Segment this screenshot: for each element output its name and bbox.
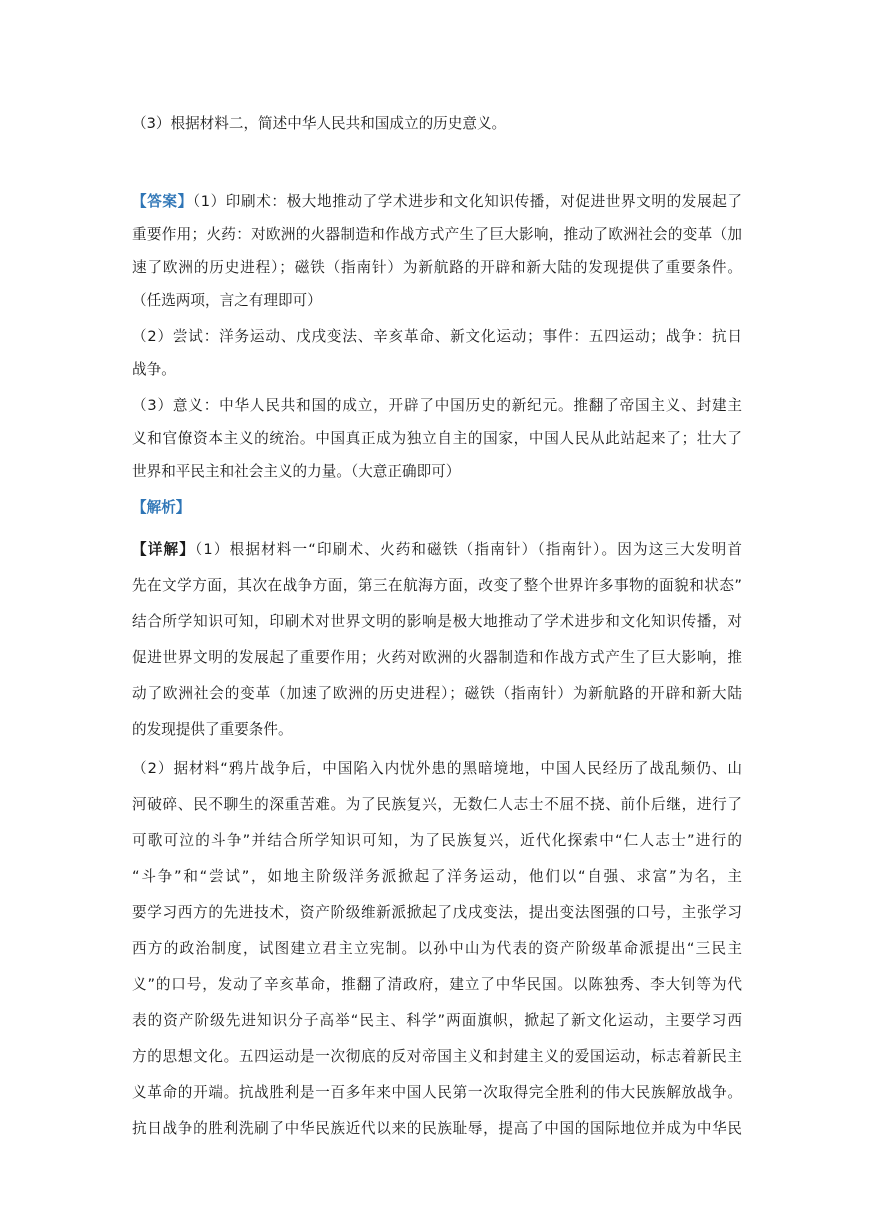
detail-line-10: “斗争”和“尝试”，如地主阶级洋务派掀起了洋务运动，他们以“自强、求富”为名，主 (132, 868, 742, 885)
detail-line-2: 先在文学方面，其次在战争方面，第三在航海方面，改变了整个世界许多事物的面貌和状态” (132, 577, 742, 594)
detail-line-7: （2）据材料“鸦片战争后，中国陷入内忧外患的黑暗境地，中国人民经历了战乱频仍、山 (132, 760, 742, 777)
answer-line-8: 义和官僚资本主义的统治。中国真正成为独立自主的国家，中国人民从此站起来了；壮大了 (132, 430, 742, 447)
answer-line-2: 重要作用；火药：对欧洲的火器制造和作战方式产生了巨大影响，推动了欧洲社会的变革（加 (132, 226, 742, 243)
detail-line-1: 【详解】（1）根据材料一“印刷术、火药和磁铁（指南针）（指南针）。因为这三大发明首 (132, 541, 742, 558)
detail-line-5: 动了欧洲社会的变革（加速了欧洲的历史进程）；磁铁（指南针）为新航路的开辟和新大陆 (132, 685, 742, 702)
answer-tag: 【答案】 (132, 193, 193, 210)
detail-line-14: 表的资产阶级先进知识分子高举“民主、科学”两面旗帜，掀起了新文化运动，主要学习西 (132, 1012, 742, 1029)
detail-tag: 【详解】 (132, 541, 195, 558)
analysis-tag: 【解析】 (132, 499, 191, 516)
detail-line-13: 义”的口号，发动了辛亥革命，推翻了清政府，建立了中华民国。以陈独秀、李大钊等为代 (132, 976, 742, 993)
question-3: （3）根据材料二，简述中华人民共和国成立的历史意义。 (132, 115, 507, 132)
detail-line-16: 义革命的开端。抗战胜利是一百多年来中国人民第一次取得完全胜利的伟大民族解放战争。 (132, 1084, 742, 1101)
detail-line-17: 抗日战争的胜利洗刷了中华民族近代以来的民族耻辱，提高了中国的国际地位并成为中华民 (132, 1120, 742, 1137)
detail-line-6: 的发现提供了重要条件。 (132, 721, 293, 738)
answer-line-1: 【答案】（1）印刷术：极大地推动了学术进步和文化知识传播，对促进世界文明的发展起了 (132, 193, 742, 210)
detail-line-8: 河破碎、民不聊生的深重苦难。为了民族复兴，无数仁人志士不屈不挠、前仆后继，进行了 (132, 796, 742, 813)
answer-line-9: 世界和平民主和社会主义的力量。（大意正确即可） (132, 463, 461, 480)
detail-line-3: 结合所学知识可知，印刷术对世界文明的影响是极大地推动了学术进步和文化知识传播，对 (132, 613, 742, 630)
detail-line-15: 方的思想文化。五四运动是一次彻底的反对帝国主义和封建主义的爱国运动，标志着新民主 (132, 1048, 742, 1065)
detail-line-9: 可歌可泣的斗争”并结合所学知识可知，为了民族复兴，近代化探索中“仁人志士”进行的 (132, 832, 742, 849)
answer-line-6: 战争。 (132, 361, 176, 378)
detail-line-4: 促进世界文明的发展起了重要作用；火药对欧洲的火器制造和作战方式产生了巨大影响，推 (132, 649, 742, 666)
detail-line-11: 要学习西方的先进技术，资产阶级维新派掀起了戊戌变法，提出变法图强的口号，主张学习 (132, 904, 742, 921)
answer-line-3: 速了欧洲的历史进程）；磁铁（指南针）为新航路的开辟和新大陆的发现提供了重要条件。 (132, 259, 742, 276)
detail-line-12: 西方的政治制度，试图建立君主立宪制。以孙中山为代表的资产阶级革命派提出“三民主 (132, 940, 742, 957)
answer-line-4: （任选两项，言之有理即可） (132, 292, 322, 309)
answer-line-7: （3）意义：中华人民共和国的成立，开辟了中国历史的新纪元。推翻了帝国主义、封建主 (132, 397, 742, 414)
answer-line-5: （2）尝试：洋务运动、戊戌变法、辛亥革命、新文化运动；事件：五四运动；战争：抗日 (132, 328, 742, 345)
